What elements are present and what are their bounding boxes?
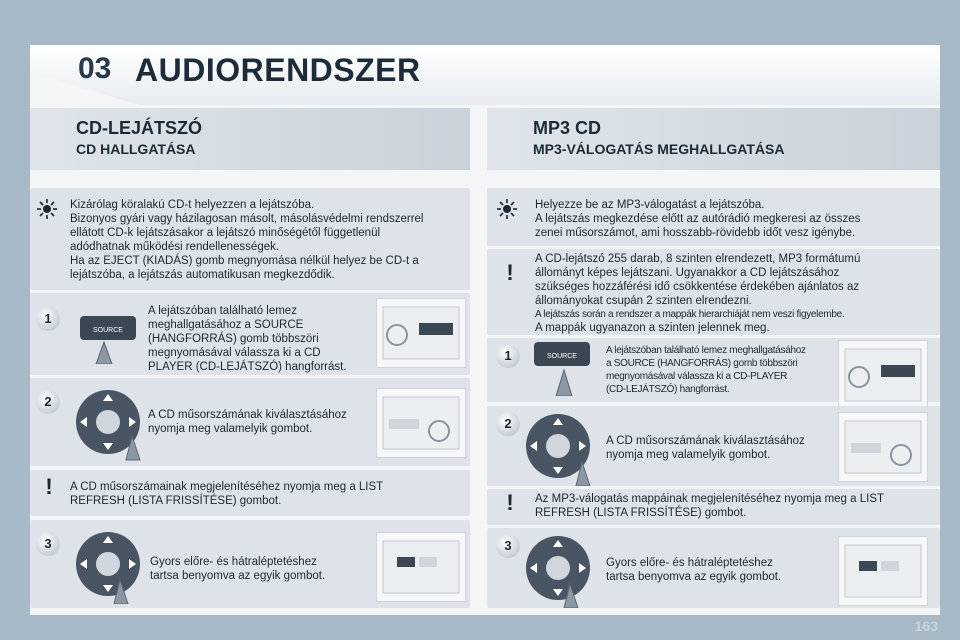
step-line: (CD-LEJÁTSZÓ) hangforrást. bbox=[606, 384, 730, 395]
left-step2-text bbox=[148, 408, 373, 436]
info-line: Ha az EJECT (KIADÁS) gomb megnyomása nélkül helyez be CD-t a bbox=[70, 255, 419, 267]
info-line: adódhatnak működési rendellenességek. bbox=[70, 241, 280, 253]
radio-unit-image bbox=[838, 340, 928, 410]
left-section-title: CD-LEJÁTSZÓ bbox=[76, 118, 202, 138]
step-number-badge: 3 bbox=[496, 534, 520, 558]
warning-line: A CD műsorszámainak megjelenítéséhez nyomja meg a LIST bbox=[70, 481, 384, 493]
right-warning2-text bbox=[535, 492, 935, 520]
step-line: a SOURCE (HANGFORRÁS) gomb többszöri bbox=[606, 358, 798, 369]
step-line: meghallgatásához a SOURCE bbox=[148, 319, 304, 331]
info-line: Bizonyos gyári vagy házilagosan másolt, másolásvédelmi rendszerrel bbox=[70, 213, 424, 225]
sun-icon bbox=[496, 198, 518, 220]
step-line: A lejátszóban található lemez bbox=[148, 305, 297, 317]
direction-pad-icon bbox=[524, 408, 594, 486]
radio-unit-image bbox=[376, 388, 466, 458]
info-line: Kizárólag köralakú CD-t helyezzen a lejátszóba. bbox=[70, 199, 315, 211]
warning-line: A mappák ugyanazon a szinten jelennek meg. bbox=[535, 322, 770, 334]
radio-unit-image bbox=[838, 536, 928, 606]
radio-unit-image bbox=[376, 298, 466, 368]
sun-icon bbox=[36, 198, 58, 220]
warning-icon: ! bbox=[506, 490, 514, 515]
direction-pad-icon bbox=[74, 524, 144, 604]
right-warning-text bbox=[535, 252, 935, 335]
warning-line: REFRESH (LISTA FRISSÍTÉSE) gombot. bbox=[535, 507, 747, 519]
page-title: AUDIORENDSZER bbox=[135, 52, 421, 88]
info-line: lejátszóba, a lejátszás automatikusan megkezdődik. bbox=[70, 269, 335, 281]
warning-icon: ! bbox=[506, 260, 514, 285]
warning-line: állományt képes lejátszani. Ugyanakkor a CD lejátszásához bbox=[535, 267, 840, 279]
step-number-badge: 2 bbox=[36, 390, 60, 414]
warning-line: REFRESH (LISTA FRISSÍTÉSE) gombot. bbox=[70, 495, 282, 507]
warning-line: Az MP3-válogatás mappáinak megjelenítéséhez nyomja meg a LIST bbox=[535, 493, 885, 505]
source-label: SOURCE bbox=[93, 327, 123, 334]
right-step3-text bbox=[606, 556, 831, 584]
source-button-icon bbox=[78, 312, 138, 364]
page-number: 163 bbox=[914, 618, 938, 634]
warning-line: A CD-lejátszó 255 darab, 8 szinten elrendezett, MP3 formátumú bbox=[535, 253, 861, 265]
step-number-badge: 1 bbox=[36, 307, 60, 331]
step-line: A CD műsorszámának kiválasztásához bbox=[606, 435, 805, 447]
left-step3-text bbox=[150, 555, 375, 583]
step-line: Gyors előre- és hátraléptetéshez bbox=[606, 557, 773, 569]
step-line: tartsa benyomva az egyik gombot. bbox=[606, 571, 782, 583]
right-section-header bbox=[487, 108, 940, 170]
right-step2-text bbox=[606, 434, 831, 462]
info-line: ellátott CD-k lejátszásakor a lejátszó minőségétől függetlenül bbox=[70, 227, 381, 239]
info-line: Helyezze be az MP3-válogatást a lejátszóba. bbox=[535, 199, 765, 211]
radio-unit-image bbox=[376, 532, 466, 602]
step-line: nyomja meg valamelyik gombot. bbox=[606, 449, 771, 461]
step-line: Gyors előre- és hátraléptetéshez bbox=[150, 556, 317, 568]
step-line: nyomja meg valamelyik gombot. bbox=[148, 423, 313, 435]
direction-pad-icon bbox=[524, 530, 594, 608]
step-number-badge: 2 bbox=[496, 412, 520, 436]
right-info-text bbox=[535, 198, 935, 240]
step-line: tartsa benyomva az egyik gombot. bbox=[150, 570, 326, 582]
chapter-number: 03 bbox=[78, 52, 112, 85]
step-line: PLAYER (CD-LEJÁTSZÓ) hangforrást. bbox=[148, 361, 347, 373]
info-line: zenei műsorszámot, ami hosszabb-rövidebb időt vesz igénybe. bbox=[535, 227, 856, 239]
source-label: SOURCE bbox=[547, 353, 577, 360]
left-step1-text bbox=[148, 304, 373, 374]
step-line: megnyomásával válassza ki a CD-PLAYER bbox=[606, 371, 788, 382]
step-line: (HANGFORRÁS) gomb többszöri bbox=[148, 333, 319, 345]
step-line: A lejátszóban található lemez meghallgatásához bbox=[606, 345, 806, 356]
source-button-icon bbox=[532, 340, 592, 396]
warning-line: állományokat csupán 2 szinten elrendezni. bbox=[535, 295, 752, 307]
right-step1-text bbox=[606, 344, 831, 396]
radio-unit-image bbox=[838, 412, 928, 482]
left-section-subtitle: CD HALLGATÁSA bbox=[76, 141, 196, 157]
step-number-badge: 1 bbox=[496, 344, 520, 368]
info-line: A lejátszás megkezdése előtt az autórádió megkeresi az összes bbox=[535, 213, 861, 225]
left-info-text bbox=[70, 198, 465, 282]
step-line: megnyomásával válassza ki a CD bbox=[148, 347, 321, 359]
step-line: A CD műsorszámának kiválasztásához bbox=[148, 409, 347, 421]
right-section-title: MP3 CD bbox=[533, 118, 602, 138]
left-section-header bbox=[30, 108, 470, 170]
warning-line: A lejátszás során a rendszer a mappák hierarchiáját nem veszi figyelembe. bbox=[535, 309, 845, 320]
right-section-subtitle: MP3-VÁLOGATÁS MEGHALLGATÁSA bbox=[533, 141, 785, 157]
direction-pad-icon bbox=[74, 382, 144, 462]
step-number-badge: 3 bbox=[36, 532, 60, 556]
left-warning-text bbox=[70, 480, 465, 508]
warning-icon: ! bbox=[45, 474, 53, 499]
warning-line: szükséges hozzáférési idő csökkentése érdekében ajánlatos az bbox=[535, 281, 860, 293]
